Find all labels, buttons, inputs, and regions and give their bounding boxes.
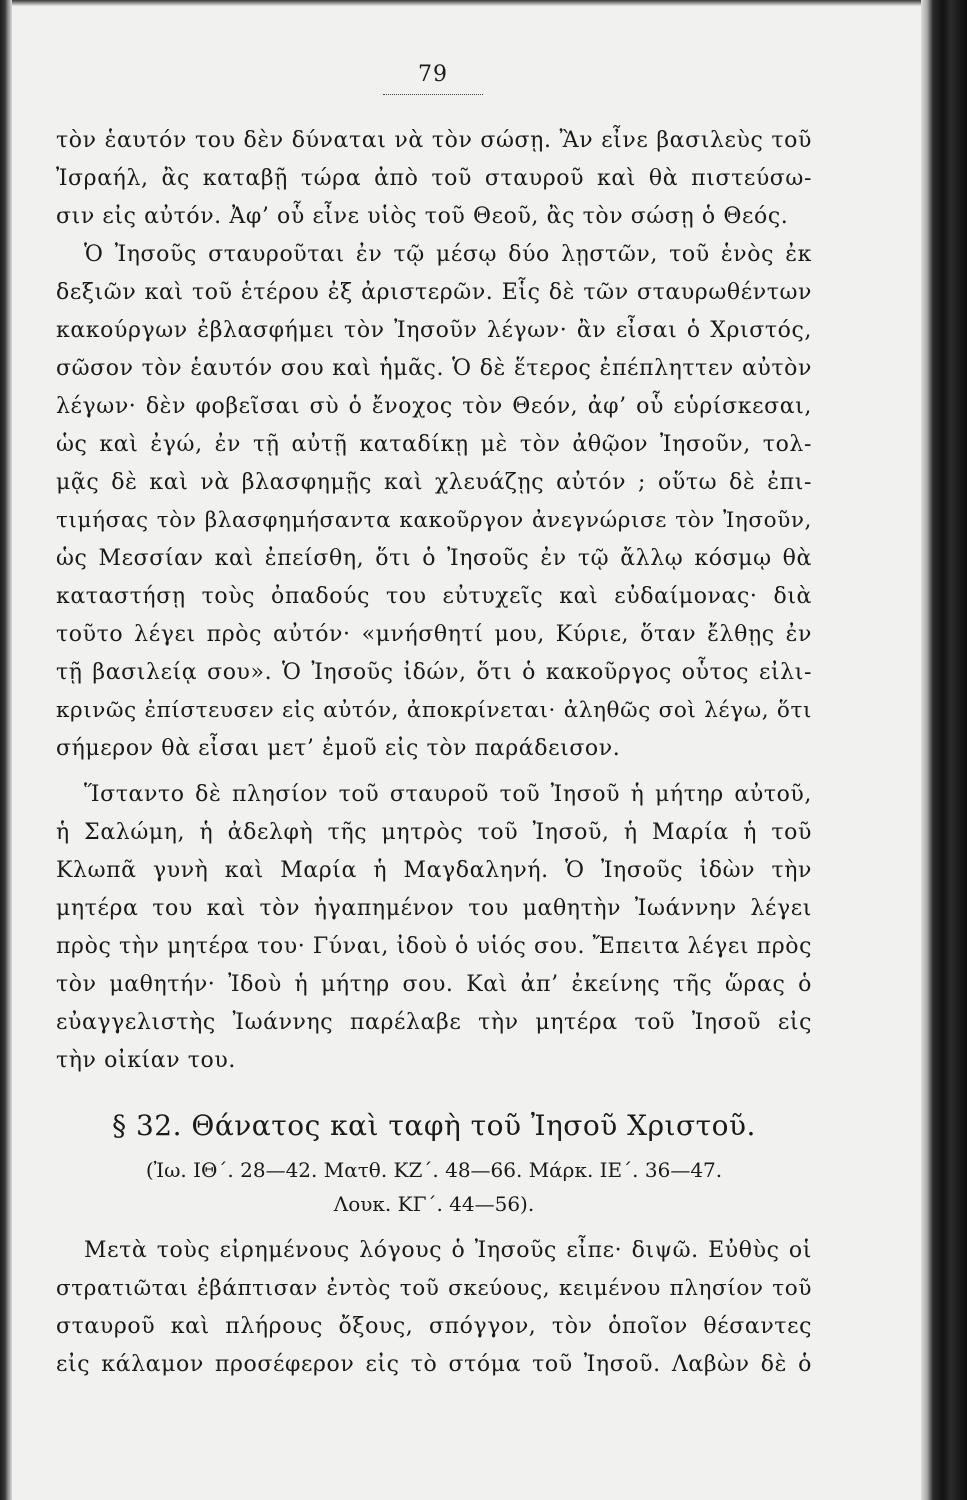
text-line: μᾷς δὲ καὶ νὰ βλασφημῇς καὶ χλευάζῃς αὐτόν ; οὕτω δὲ ἐπι- [56,470,812,495]
text-line: ὡς Μεσσίαν καὶ ἐπείσθη, ὅτι ὁ Ἰησοῦς ἐν τῷ ἄλλῳ κόσμῳ θὰ [56,546,812,571]
text-line: κακούργων ἐβλασφήμει τὸν Ἰησοῦν λέγων· ἂν εἶσαι ὁ Χριστός, [56,318,812,343]
text-line: Ὁ Ἰησοῦς σταυροῦται ἐν τῷ μέσῳ δύο λῃστῶν, τοῦ ἑνὸς ἐκ [84,242,812,267]
paragraph-crucifixion [56,122,812,768]
section-heading: § 32. Θάνατος καὶ ταφὴ τοῦ Ἰησοῦ Χριστοῦ. [112,1109,756,1142]
text-line: κρινῶς ἐπίστευσεν εἰς αὐτόν, ἀποκρίνεται· ἀληθῶς σοὶ λέγω, ὅτι [56,698,812,723]
text-line: μητέρα του καὶ τὸν ἠγαπημένον του μαθητὴν Ἰωάννην λέγει [56,896,812,921]
scan-edge-left [0,0,12,1500]
text-line: τοῦτο λέγει πρὸς αὐτόν· «μνήσθητί μου, Κύριε, ὅταν ἔλθῃς ἐν [56,622,812,647]
references-line: (Ἰω. ΙΘ΄. 28—42. Ματθ. ΚΖ΄. 48—66. Μάρκ. ΙΕ΄. 36—47. [145,1158,723,1182]
paragraph-death [56,1232,812,1384]
text-line: καταστήσῃ τοὺς ὀπαδούς του εὐτυχεῖς καὶ εὐδαίμονας· διὰ [56,584,812,609]
text-line: τὸν μαθητήν· Ἰδοὺ ἡ μήτηρ σου. Καὶ ἀπ’ ἐκείνης τῆς ὥρας ὁ [56,972,812,997]
text-line: πρὸς τὴν μητέρα του· Γύναι, ἰδοὺ ὁ υἱός σου. Ἔπειτα λέγει πρὸς [56,934,813,959]
text-line: Ἵσταντο δὲ πλησίον τοῦ σταυροῦ τοῦ Ἰησοῦ ἡ μήτηρ αὐτοῦ, [84,782,812,807]
text-line: Μετὰ τοὺς εἰρημένους λόγους ὁ Ἰησοῦς εἶπε· διψῶ. Εὐθὺς οἱ [84,1238,812,1263]
text-line: ἡ Σαλώμη, ἡ ἀδελφὴ τῆς μητρὸς τοῦ Ἰησοῦ, ἡ Μαρία ἡ τοῦ [56,820,812,845]
text-line: ὡς καὶ ἐγώ, ἐν τῇ αὐτῇ καταδίκῃ μὲ τὸν ἀθῷον Ἰησοῦν, τολ- [56,432,812,457]
paragraph-mother-of-jesus [56,776,812,1080]
text-line: τὸν ἑαυτόν του δὲν δύναται νὰ τὸν σώσῃ. Ἂν εἶνε βασιλεὺς τοῦ [56,128,812,153]
text-line: τιμήσας τὸν βλασφημήσαντα κακοῦργον ἀνεγνώρισε τὸν Ἰησοῦν, [56,508,812,533]
text-line: τὴν οἰκίαν του. [56,1048,236,1073]
text-line: Ἰσραήλ, ἂς καταβῇ τώρα ἀπὸ τοῦ σταυροῦ καὶ θὰ πιστεύσω- [56,166,812,191]
page-number: 79 [418,62,448,87]
text-line: δεξιῶν καὶ τοῦ ἑτέρου ἐξ ἀριστερῶν. Εἷς δὲ τῶν σταυρωθέντων [56,280,812,305]
text-line: σιν εἰς αὐτόν. Ἀφ’ οὗ εἶνε υἱὸς τοῦ Θεοῦ, ἂς τὸν σώσῃ ὁ Θεός. [56,204,789,229]
text-line: στρατιῶται ἐβάπτισαν ἐντὸς τοῦ σκεύους, κειμένου πλησίον τοῦ [56,1276,812,1301]
section-references [56,1153,812,1221]
references-line: Λουκ. ΚΓ΄. 44—56). [333,1192,535,1216]
scan-edge-right [921,0,967,1500]
text-line: σταυροῦ καὶ πλήρους ὄξους, σπόγγον, τὸν ὁποῖον θέσαντες [56,1314,812,1339]
page-number-rule [383,94,483,95]
scan-edge-top [0,0,967,6]
text-line: εὐαγγελιστὴς Ἰωάννης παρέλαβε τὴν μητέρα τοῦ Ἰησοῦ εἰς [56,1010,812,1035]
text-line: σῶσον τὸν ἑαυτόν σου καὶ ἡμᾶς. Ὁ δὲ ἕτερος ἐπέπληττεν αὐτὸν [56,356,812,381]
text-line: σήμερον θὰ εἶσαι μετ’ ἐμοῦ εἰς τὸν παράδεισον. [56,736,621,761]
text-line: Κλωπᾶ γυνὴ καὶ Μαρία ἡ Μαγδαληνή. Ὁ Ἰησοῦς ἰδὼν τὴν [56,858,812,883]
text-line: εἰς κάλαμον προσέφερον εἰς τὸ στόμα τοῦ Ἰησοῦ. Λαβὼν δὲ ὁ [56,1352,812,1377]
text-line: λέγων· δὲν φοβεῖσαι σὺ ὁ ἔνοχος τὸν Θεόν, ἀφ’ οὗ εὑρίσκεσαι, [56,394,812,419]
text-line: τῇ βασιλείᾳ σου». Ὁ Ἰησοῦς ἰδών, ὅτι ὁ κακοῦργος οὗτος εἰλι- [56,660,812,685]
